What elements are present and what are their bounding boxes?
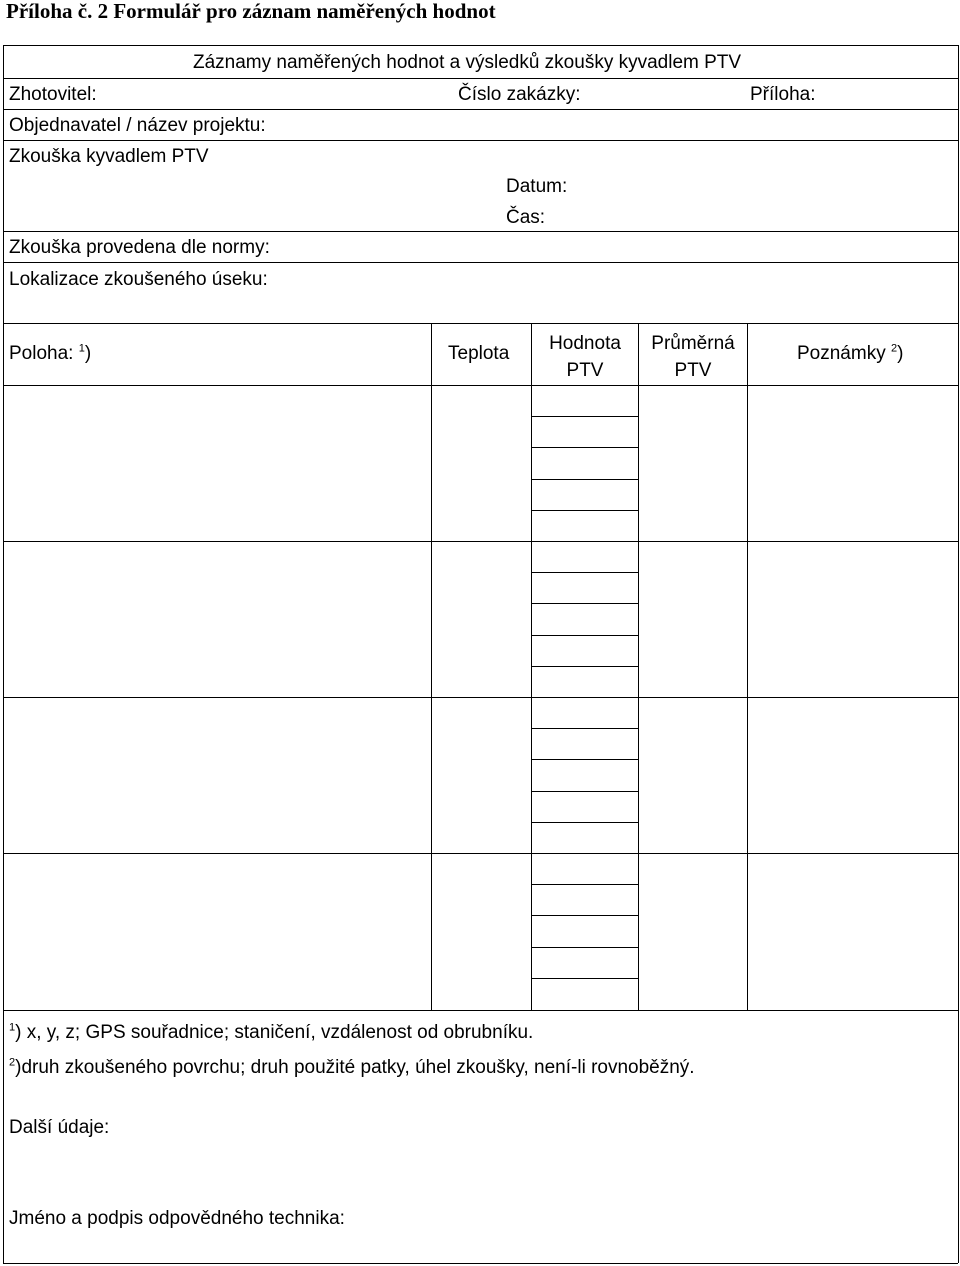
form-bottom-border	[3, 1263, 958, 1264]
hodnota-subrow-line	[531, 759, 638, 760]
footnote-1	[9, 1022, 533, 1044]
header-hodnota-ptv	[533, 330, 637, 384]
page-heading: Příloha č. 2 Formulář pro záznam naměřených hodnot	[6, 0, 496, 23]
hodnota-subrow-line	[531, 603, 638, 604]
jmeno-podpis-label: Jméno a podpis odpovědného technika:	[9, 1208, 345, 1229]
header-poznamky	[797, 343, 903, 365]
footnote-2-text: )druh zkoušeného povrchu; druh použité patky, úhel zkoušky, není-li rovnoběžný.	[15, 1057, 695, 1078]
hodnota-subrow-line	[531, 728, 638, 729]
group-divider	[3, 697, 958, 698]
cas-label: Čas:	[506, 207, 546, 228]
poloha-text: Poloha:	[9, 343, 74, 364]
divider	[3, 109, 958, 110]
hodnota-subrow-line	[531, 884, 638, 885]
zhotovitel-label: Zhotovitel:	[9, 84, 97, 105]
table-header-bottom	[3, 385, 958, 386]
form-title: Záznamy naměřených hodnot a výsledků zkoušky kyvadlem PTV	[193, 52, 742, 73]
footnote-2-sup: 2	[9, 1056, 16, 1069]
header-poloha	[9, 343, 91, 365]
table-bottom	[3, 1010, 958, 1011]
prumerna-line1: Průměrná	[651, 333, 735, 354]
col-divider	[431, 323, 432, 1010]
col-divider	[747, 323, 748, 1010]
hodnota-subrow-line	[531, 915, 638, 916]
hodnota-subrow-line	[531, 947, 638, 948]
divider	[3, 323, 958, 324]
hodnota-subrow-line	[531, 978, 638, 979]
form-right-border	[958, 45, 959, 1263]
form-left-border	[3, 45, 4, 1263]
poznamky-text: Poznámky	[797, 343, 886, 364]
cislo-zakazky-label: Číslo zakázky:	[458, 84, 581, 105]
hodnota-subrow-line	[531, 635, 638, 636]
norma-label: Zkouška provedena dle normy:	[9, 237, 270, 258]
poloha-close: )	[84, 343, 92, 364]
header-prumerna-ptv	[639, 330, 747, 384]
hodnota-subrow-line	[531, 666, 638, 667]
footnote-2	[9, 1057, 695, 1079]
hodnota-line2: PTV	[566, 360, 604, 381]
poloha-sup: 1	[78, 342, 85, 355]
priloha-label: Příloha:	[750, 84, 816, 105]
hodnota-subrow-line	[531, 416, 638, 417]
form-top-border	[3, 45, 958, 46]
hodnota-line1: Hodnota	[549, 333, 621, 354]
hodnota-subrow-line	[531, 447, 638, 448]
footnote-1-text: ) x, y, z; GPS souřadnice; staničení, vzdálenost od obrubníku.	[15, 1022, 534, 1043]
divider	[3, 231, 958, 232]
hodnota-subrow-line	[531, 822, 638, 823]
divider	[3, 140, 958, 141]
datum-label: Datum:	[506, 176, 568, 197]
objednavatel-label: Objednavatel / název projektu:	[9, 115, 266, 136]
hodnota-subrow-line	[531, 572, 638, 573]
zkouska-kyvadlem-label: Zkouška kyvadlem PTV	[9, 146, 209, 167]
dalsi-udaje-label: Další údaje:	[9, 1117, 110, 1138]
hodnota-subrow-line	[531, 791, 638, 792]
poznamky-close: )	[897, 343, 904, 364]
footnote-1-sup: 1	[9, 1021, 16, 1034]
col-divider	[638, 323, 639, 1010]
hodnota-subrow-line	[531, 479, 638, 480]
header-teplota: Teplota	[448, 343, 510, 364]
prumerna-line2: PTV	[674, 360, 712, 381]
divider	[3, 78, 958, 79]
poznamky-sup: 2	[890, 342, 898, 355]
divider	[3, 262, 958, 263]
hodnota-subrow-line	[531, 510, 638, 511]
lokalizace-label: Lokalizace zkoušeného úseku:	[9, 269, 268, 290]
group-divider	[3, 853, 958, 854]
group-divider	[3, 541, 958, 542]
